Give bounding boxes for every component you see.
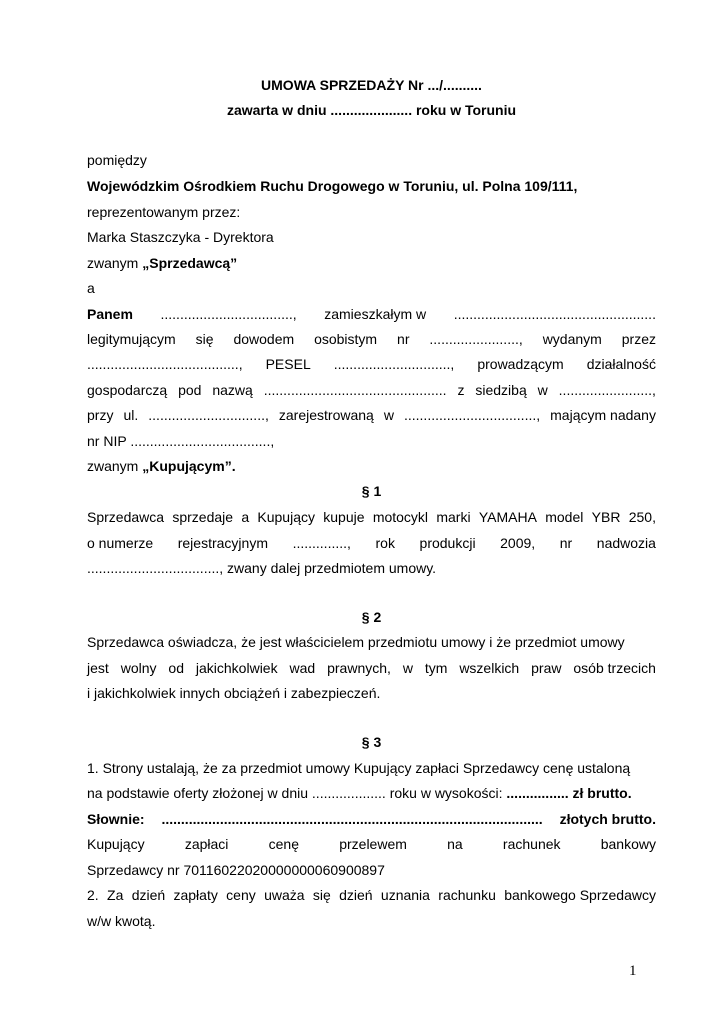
section-3-line-1: 1. Strony ustalają, że za przedmiot umowy Kupujący zapłaci Sprzedawcy cenę ustaloną [87, 760, 631, 776]
section-3-heading: § 3 [361, 734, 382, 750]
contract-subtitle: zawarta w dniu ..................... roku w Toruniu [226, 102, 517, 118]
section-3-line-7: w/w kwotą. [87, 913, 156, 929]
seller-name: Wojewódzkim Ośrodkiem Ruchu Drogowego w Toruniu, ul. Polna 109/111, [87, 178, 578, 194]
section-1-heading: § 1 [361, 483, 382, 499]
section-3-line-6: 2. Za dzień zapłaty ceny uważa się dzień uznania rachunku bankowego Sprzedawcy [87, 887, 656, 903]
section-3-line-5: Sprzedawcy nr 70116022020000000060900897 [87, 862, 385, 878]
section-2-line-2: jest wolny od jakichkolwiek wad prawnych, w tym wszelkich praw osób trzecich [87, 660, 656, 676]
representative: Marka Staszczyka - Dyrektora [87, 229, 274, 245]
page-number: 1 [629, 963, 637, 979]
contract-title: UMOWA SPRZEDAŻY Nr .../.......... [261, 77, 482, 93]
section-3-line-4: Kupujący zapłaci cenę przelewem na rachunek bankowy [87, 836, 656, 852]
buyer-alias: zwanym „Kupującym”. [87, 458, 236, 474]
section-1-line-1: Sprzedawca sprzedaje a Kupujący kupuje motocykl marki YAMAHA model YBR 250, [87, 509, 656, 525]
between-label: pomiędzy [87, 152, 147, 168]
buyer-line-4: gospodarczą pod nazwą ............................................... z siedzibą w ........................, [87, 382, 656, 398]
buyer-line-5: przy ul. .............................., zarejestrowaną w .................................., mającym nadany [87, 407, 656, 423]
buyer-line-1: Panem .................................., zamieszkałym w .................................................... [87, 306, 656, 322]
section-2-heading: § 2 [361, 609, 382, 625]
seller-alias: zwanym „Sprzedawcą” [87, 255, 238, 271]
buyer-line-2: legitymującym się dowodem osobistym nr ......................., wydanym przez [87, 331, 656, 347]
buyer-nip: nr NIP ...................................., [87, 433, 275, 449]
section-3-line-3: Słownie: .................................................................................................. złotych brutto. [87, 811, 656, 827]
section-2-line-3: i jakichkolwiek innych obciążeń i zabezpieczeń. [87, 685, 381, 701]
buyer-line-3: ......................................., PESEL .............................., prowadzącym działalność [87, 356, 656, 372]
section-2-line-1: Sprzedawca oświadcza, że jest właścicielem przedmiotu umowy i że przedmiot umowy [87, 634, 625, 650]
section-1-line-3: .................................., zwany dalej przedmiotem umowy. [87, 560, 437, 576]
section-1-line-2: o numerze rejestracyjnym .............., rok produkcji 2009, nr nadwozia [87, 535, 656, 551]
conjunction-a: a [87, 280, 95, 296]
section-3-line-2: na podstawie oferty złożonej w dniu ................... roku w wysokości: ................ zł brutto. [87, 785, 632, 801]
represented-by: reprezentowanym przez: [87, 204, 241, 220]
